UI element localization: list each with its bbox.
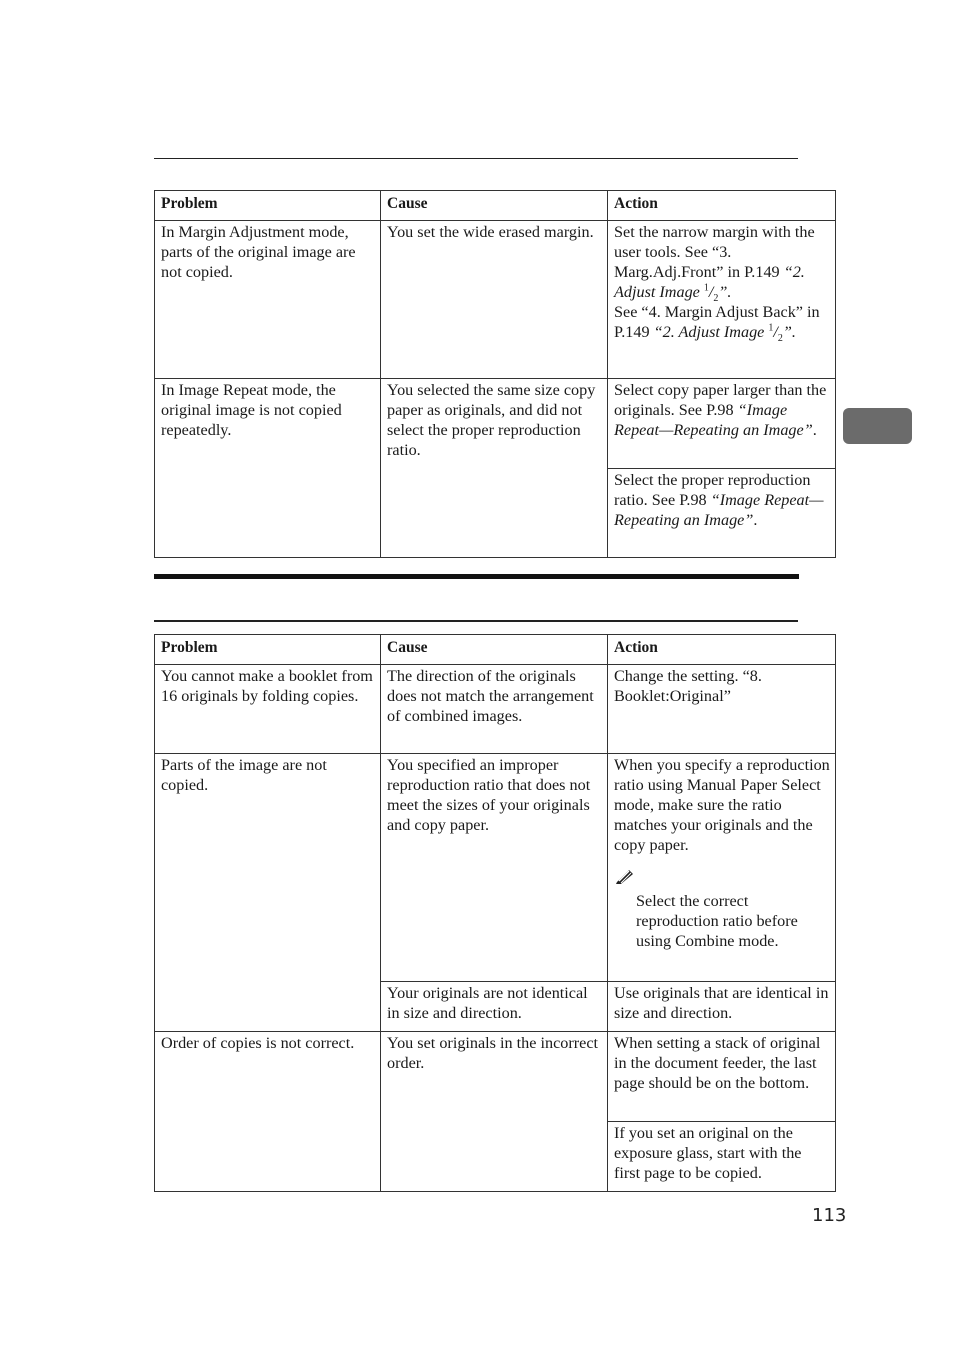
problem-cell: In Margin Adjustment mode, parts of the original image are not copied.	[155, 221, 381, 379]
header-action: Action	[608, 191, 836, 221]
table-row	[155, 754, 836, 982]
problem-cell: Order of copies is not correct.	[155, 1032, 381, 1192]
problem-cell: In Image Repeat mode, the original image is not copied repeatedly.	[155, 379, 381, 558]
page-reference: P.98	[679, 491, 707, 509]
page-reference: P.98	[706, 401, 734, 419]
action-cell: Set the narrow margin with the user tools. See “3. Marg.Adj.Front” in P.149 “2. Adjust Image $^1/_2$”. See “4. Margin Adjust Back” in P.149 “2. Adjust Image $^1/_2$”.	[608, 221, 836, 379]
cause-cell: You set the wide erased margin.	[381, 221, 608, 379]
header-action: Action	[608, 635, 836, 665]
header-rule	[154, 158, 798, 159]
problem-cell: Parts of the image are not copied.	[155, 754, 381, 1032]
note-text: Select the correct reproduction ratio before using Combine mode.	[636, 892, 798, 950]
action-cell: When setting a stack of original in the document feeder, the last page should be on the bottom.	[608, 1032, 836, 1122]
table-row	[155, 665, 836, 754]
page-reference: P.149	[614, 323, 650, 341]
action-cell: Use originals that are identical in size and direction.	[608, 982, 836, 1032]
chapter-tab-marker	[843, 408, 912, 444]
header-cause: Cause	[381, 635, 608, 665]
cause-cell: You specified an improper reproduction ratio that does not meet the sizes of your originals and copy paper.	[381, 754, 608, 982]
table-row	[155, 221, 836, 379]
cause-cell: Your originals are not identical in size and direction.	[381, 982, 608, 1032]
action-cell: Select the proper reproduction ratio. See P.98 “Image Repeat—Repeating an Image”.	[608, 469, 836, 558]
section-divider	[154, 574, 799, 579]
reference-title: “2. Adjust Image	[649, 323, 769, 341]
table-header-row	[155, 191, 836, 221]
reference-title: “Image Repeat—Repeating an Image”	[614, 401, 813, 439]
pencil-note-icon	[614, 867, 636, 885]
action-cell: Change the setting. “8. Booklet:Original”	[608, 665, 836, 754]
action-cell: Select copy paper larger than the originals. See P.98 “Image Repeat—Repeating an Image”.	[608, 379, 836, 469]
reference-title: “Image Repeat—Repeating an Image”	[614, 491, 824, 529]
cause-cell: You set originals in the incorrect order.	[381, 1032, 608, 1192]
cause-cell: You selected the same size copy paper as originals, and did not select the proper reproduction ratio.	[381, 379, 608, 558]
reference-title: “2. Adjust Image	[614, 263, 805, 301]
cause-cell: The direction of the originals does not match the arrangement of combined images.	[381, 665, 608, 754]
action-cell: When you specify a reproduction ratio using Manual Paper Select mode, make sure the ratio matches your originals and the copy paper. Select the correct reproduction ratio before using Combine mode.	[608, 754, 836, 982]
action-cell: If you set an original on the exposure glass, start with the first page to be copied.	[608, 1122, 836, 1192]
margin-image-repeat-table	[154, 190, 836, 558]
combine-table	[154, 634, 836, 1192]
table-row	[155, 379, 836, 469]
problem-cell: You cannot make a booklet from 16 originals by folding copies.	[155, 665, 381, 754]
table-header-row	[155, 635, 836, 665]
header-problem: Problem	[155, 635, 381, 665]
page-number: 113	[812, 1205, 847, 1226]
section-heading-rule	[154, 620, 798, 622]
page-reference: P.149	[744, 263, 780, 281]
header-cause: Cause	[381, 191, 608, 221]
table-row	[155, 1032, 836, 1122]
header-problem: Problem	[155, 191, 381, 221]
